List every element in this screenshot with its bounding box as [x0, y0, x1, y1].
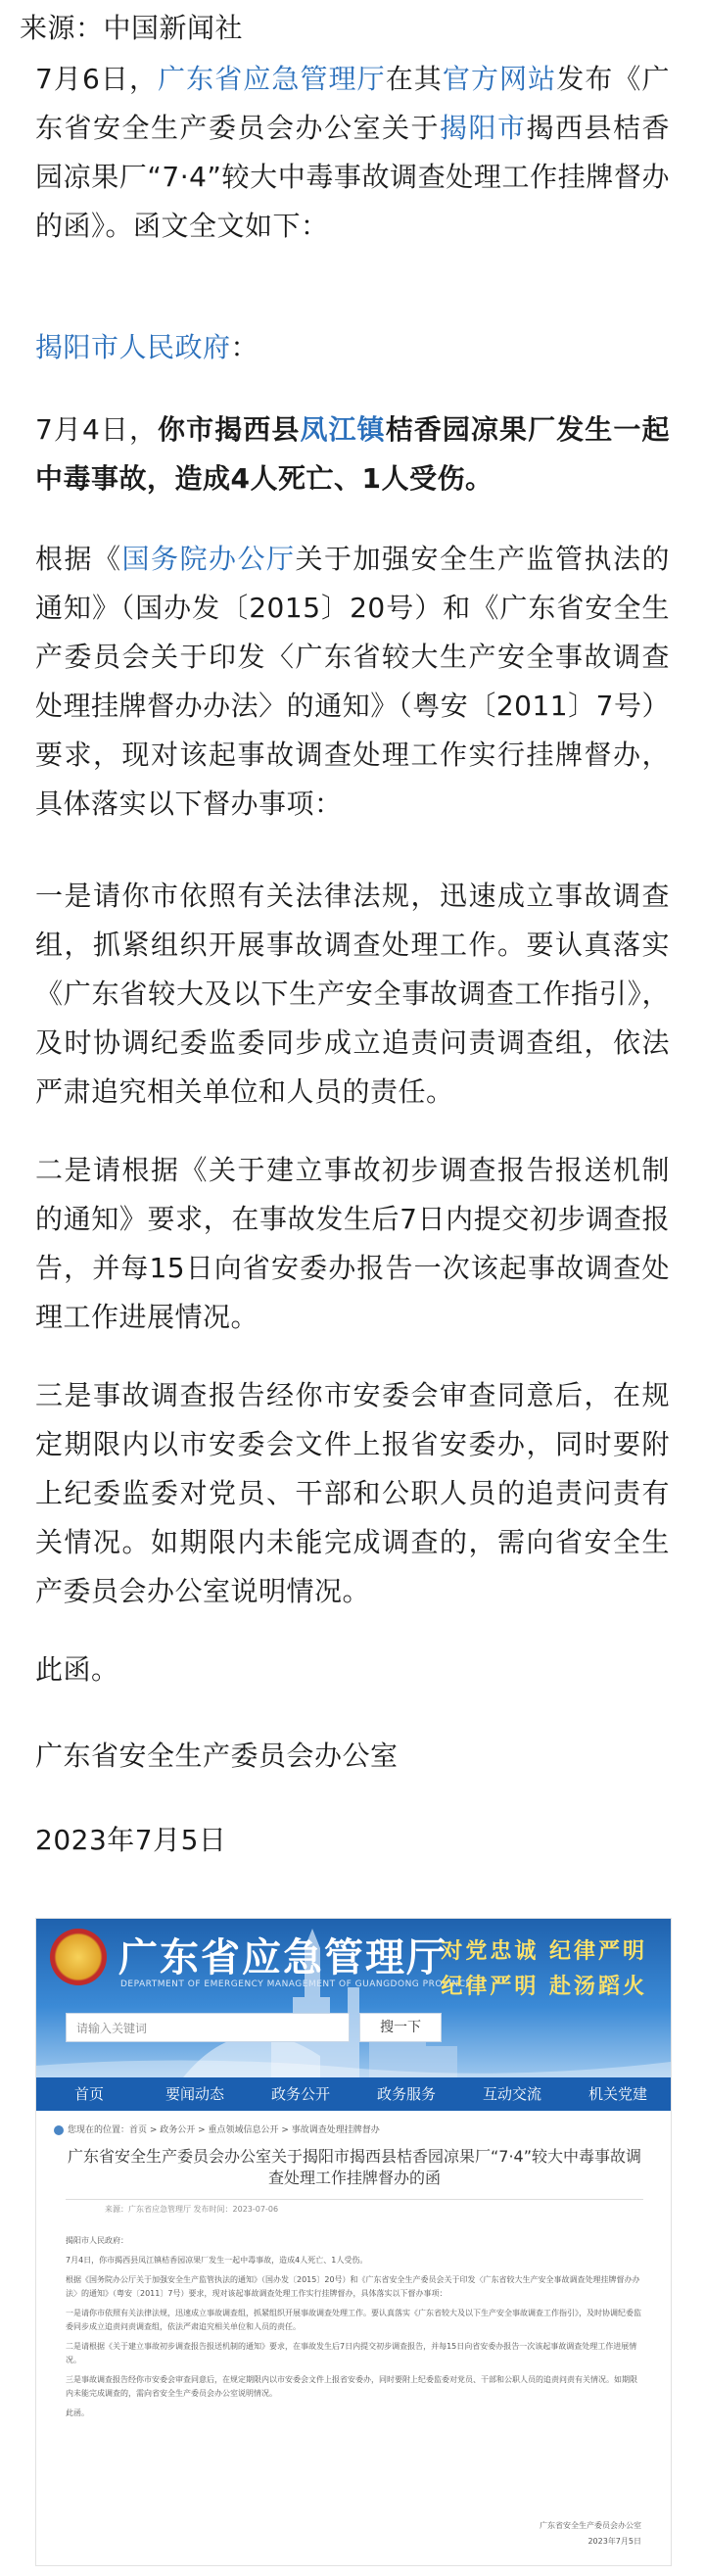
site-search-input[interactable]: 请输入关键词 — [66, 2013, 350, 2042]
slogan-line-2: 纪律严明 赴汤蹈火 — [441, 1975, 647, 1999]
nav-item-news[interactable]: 要闻动态 — [164, 2085, 224, 2103]
state-council-link[interactable]: 国务院办公厅 — [121, 543, 296, 575]
intro-after: 发布《广东省安全生产委员会办公室关于 — [35, 63, 670, 144]
site-search-button[interactable]: 搜一下 — [359, 2013, 442, 2042]
nav-item-home[interactable]: 首页 — [73, 2085, 104, 2103]
article-line: 一是请你市依照有关法律法规，迅速成立事故调查组，抓紧组织开展事故调查处理工作。要认真落实《广东省较大及以下生产安全事故调查工作指引》，及时协调纪委监委同步成立追责问责调查组，依法严肃追究相关单位和人员的责任。 — [66, 2309, 641, 2331]
website-screenshot — [35, 1918, 672, 2566]
item-one-paragraph: 一是请你市依照有关法律法规，迅速成立事故调查组，抓紧组织开展事故调查处理工作。要认真落实《广东省较大及以下生产安全事故调查工作指引》，及时协调纪委监委同步成立追责问责调查组，依法严肃追究相关单位和人员的责任。 — [35, 880, 670, 1108]
article-meta: 来源：广东省应急管理厅 发布时间：2023-07-06 — [105, 2205, 279, 2214]
article-text — [66, 2234, 643, 2426]
basis-rest: 关于加强安全生产监管执法的通知》（国办发〔2015〕20号）和《广东省安全生产委员会关于印发〈广东省较大生产安全事故调查处理挂牌督办办法〉的通知》（粤安〔2011〕7号）要求，现对该起事故调查处理工作实行挂牌督办，具体落实以下督办事项： — [35, 543, 670, 820]
article-line: 此函。 — [66, 2409, 89, 2417]
site-title: 广东省应急管理厅 — [118, 1934, 447, 1980]
date-line: 2023年7月5日 — [35, 1824, 227, 1856]
article-line: 三是事故调查报告经你市安委会审查同意后，在规定期限内以市安委会文件上报省安委办，同时要附上纪委监委对党员、干部和公职人员的追责问责有关情况。如期限内未能完成调查的，需向省安全生产委员会办公室说明情况。 — [66, 2375, 637, 2398]
site-nav-bar — [36, 2077, 671, 2111]
org-link[interactable]: 广东省应急管理厅 — [158, 63, 386, 95]
intro-paragraph — [35, 55, 670, 251]
site-banner — [36, 1919, 671, 2077]
basis-prefix: 根据《 — [35, 543, 122, 575]
incident-prefix: 7月4日， — [35, 413, 159, 446]
article-signature — [540, 2518, 641, 2550]
signature-org: 广东省安全生产委员会办公室 — [540, 2521, 641, 2530]
closing-line: 此函。 — [35, 1653, 119, 1686]
incident-paragraph — [35, 405, 670, 503]
fengjiang-link[interactable]: 凤江镇 — [300, 413, 386, 446]
nav-item-gov-info[interactable]: 政务公开 — [270, 2085, 330, 2103]
article-line: 揭阳市人民政府： — [66, 2236, 128, 2245]
intro-rest: 揭西县桔香园凉果厂“7·4”较大中毒事故调查处理工作挂牌督办的函》。函文全文如下： — [35, 112, 670, 242]
breadcrumb-text: 您现在的位置：首页 > 政务公开 > 重点领域信息公开 > 事故调查处理挂牌督办 — [68, 2125, 380, 2135]
location-icon — [54, 2125, 64, 2135]
item-three-paragraph: 三是事故调查报告经你市安委会审查同意后，在规定期限内以市安委会文件上报省安委办，同时要附上纪委监委对党员、干部和公职人员的追责问责有关情况。如期限内未能完成调查的，需向省安全生产委员会办公室说明情况。 — [35, 1379, 670, 1607]
article-line: 7月4日，你市揭西县凤江镇桔香园凉果厂发生一起中毒事故，造成4人死亡、1人受伤。 — [66, 2256, 368, 2265]
incident-bold-1: 你市揭西县 — [158, 413, 301, 446]
jieyang-link[interactable]: 揭阳市 — [439, 112, 527, 144]
signature-date: 2023年7月5日 — [588, 2537, 641, 2546]
title-divider — [66, 2199, 643, 2200]
breadcrumb — [54, 2123, 380, 2135]
national-emblem-icon — [50, 1929, 107, 1985]
website-link[interactable]: 官方网站 — [442, 63, 557, 95]
article-title: 广东省安全生产委员会办公室关于揭阳市揭西县桔香园凉果厂“7·4”较大中毒事故调查处理工作挂牌督办的函 — [67, 2147, 642, 2187]
addressee-suffix: ： — [230, 331, 259, 363]
nav-item-interaction[interactable]: 互动交流 — [482, 2085, 541, 2103]
intro-mid: 在其 — [385, 63, 443, 95]
addressee-link[interactable]: 揭阳市人民政府 — [35, 331, 231, 363]
addressee-line — [35, 323, 670, 372]
site-subtitle: DEPARTMENT OF EMERGENCY MANAGEMENT OF GUANGDONG PROVINCE — [120, 1980, 472, 1989]
nav-item-gov-service[interactable]: 政务服务 — [376, 2085, 436, 2103]
source-line: 来源：中国新闻社 — [20, 12, 244, 44]
item-two-paragraph: 二是请根据《关于建立事故初步调查报告报送机制的通知》要求，在事故发生后7日内提交初步调查报告，并每15日向省安委办报告一次该起事故调查处理工作进展情况。 — [35, 1154, 670, 1333]
nav-item-party[interactable]: 机关党建 — [588, 2085, 647, 2103]
intro-date: 7月6日， — [35, 63, 159, 95]
basis-paragraph — [35, 535, 670, 829]
incident-bold-2: 桔香园凉果厂发生一起中毒事故，造成4人死亡、1人受伤。 — [35, 413, 670, 495]
signer-line: 广东省安全生产委员会办公室 — [35, 1740, 399, 1772]
article-line: 二是请根据《关于建立事故初步调查报告报送机制的通知》要求，在事故发生后7日内提交初步调查报告，并每15日向省安委办报告一次该起事故调查处理工作进展情况。 — [66, 2342, 637, 2364]
slogan-line-1: 对党忠诚 纪律严明 — [441, 1939, 647, 1964]
article-line: 根据《国务院办公厅关于加强安全生产监管执法的通知》（国办发〔2015〕20号）和《广东省安全生产委员会关于印发〈广东省较大生产安全事故调查处理挂牌督办办法〉的通知》（粤安〔2011〕7号）要求，现对该起事故调查处理工作实行挂牌督办，具体落实以下督办事项： — [66, 2275, 640, 2298]
